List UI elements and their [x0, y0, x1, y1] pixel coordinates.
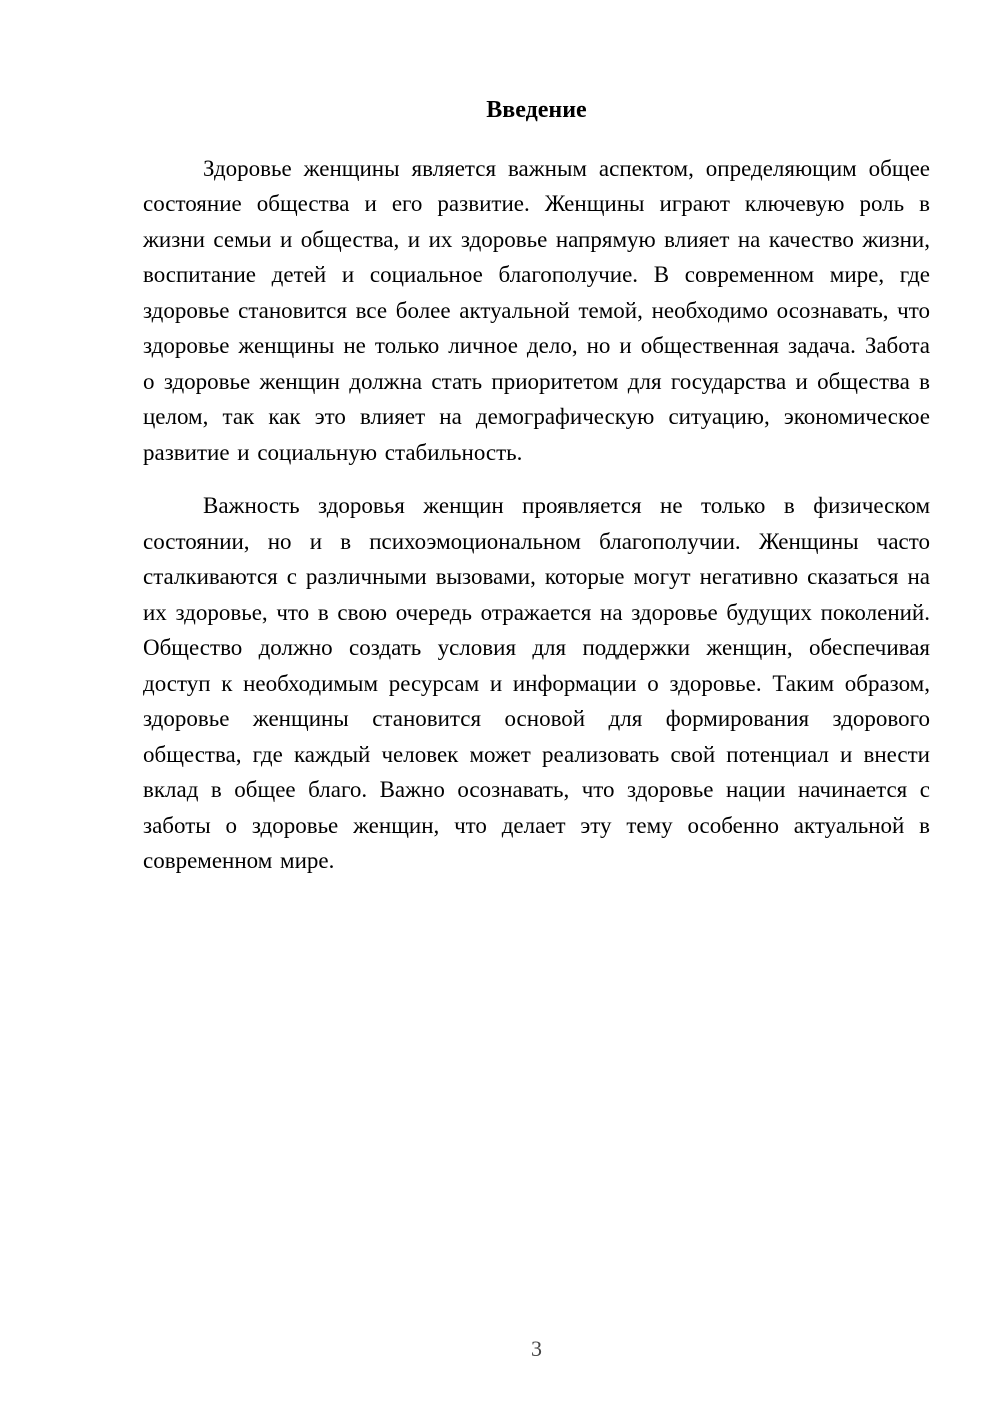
document-title: Введение [486, 97, 587, 123]
paragraph-intro-2: Важность здоровья женщин проявляется не только в физическом состоянии, но и в психоэмоциональном благополучии. Женщины часто сталкиваются с различными вызовами, которые могут негативно сказаться на их здоровье, что в свою очередь отражается на здоровье будущих поколений. Общество должно создать условия для поддержки женщин, обеспечивая доступ к необходимым ресурсам и информации о здоровье. Таким образом, здоровье женщины становится основой для формирования здорового общества, где каждый человек может реализовать свой потенциал и внести вклад в общее благо. Важно осознавать, что здоровье нации начинается с заботы о здоровье женщин, что делает эту тему особенно актуальной в современном мире. [143, 493, 930, 874]
page-number: 3 [531, 1336, 542, 1361]
paragraph-intro-1: Здоровье женщины является важным аспектом, определяющим общее состояние общества и его развитие. Женщины играют ключевую роль в жизни семьи и общества, и их здоровье напрямую влияет на качество жизни, воспитание детей и социальное благополучие. В современном мире, где здоровье становится все более актуальной темой, необходимо осознавать, что здоровье женщины не только личное дело, но и общественная задача. Забота о здоровье женщин должна стать приоритетом для государства и общества в целом, так как это влияет на демографическую ситуацию, экономическое развитие и социальную стабильность. [143, 155, 930, 465]
